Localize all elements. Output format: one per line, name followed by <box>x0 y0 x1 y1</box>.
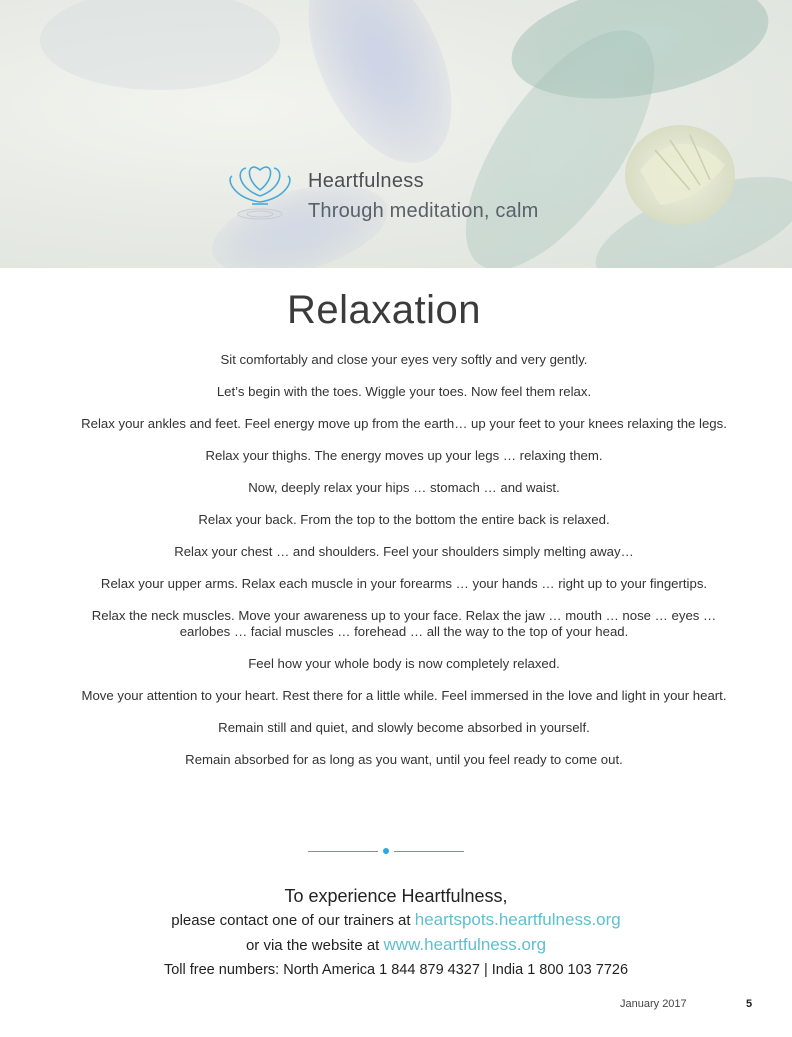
brand-block <box>222 152 602 232</box>
header-banner <box>0 0 792 268</box>
brand-tagline: Through meditation, calm <box>308 200 539 222</box>
instruction-paragraph: Relax your upper arms. Relax each muscle in your forearms … your hands … right up to your fingertips. <box>100 576 708 591</box>
instruction-paragraph: Sit comfortably and close your eyes very softly and very gently. <box>220 352 588 367</box>
footer-date: January 2017 <box>620 998 687 1010</box>
contact-block <box>0 884 792 982</box>
instruction-paragraph: Feel how your whole body is now completely relaxed. <box>248 656 560 671</box>
instruction-paragraph: Remain absorbed for as long as you want, until you feel ready to come out. <box>185 752 623 767</box>
instruction-paragraph: Relax your thighs. The energy moves up your legs … relaxing them. <box>205 448 603 463</box>
instruction-paragraph: Relax your ankles and feet. Feel energy move up from the earth… up your feet to your knees relaxing the legs. <box>81 416 727 431</box>
divider-line-left <box>308 851 378 852</box>
instruction-paragraph: Relax your back. From the top to the bottom the entire back is relaxed. <box>198 512 610 527</box>
contact-heading: To experience Heartfulness, <box>284 886 508 906</box>
section-divider <box>308 848 464 856</box>
toll-free-numbers: Toll free numbers: North America 1 844 879 4327 | India 1 800 103 7726 <box>163 962 629 978</box>
page-title: Relaxation <box>286 288 481 332</box>
instruction-paragraph: Now, deeply relax your hips … stomach … and waist. <box>248 480 560 495</box>
instruction-paragraph: Relax the neck muscles. Move your awareness up to your face. Relax the jaw … mouth … nose … eyes … earlobes … facial muscles … forehead … all the way to the top of your head. <box>91 608 717 639</box>
website-line <box>0 933 792 958</box>
divider-dot <box>383 848 389 854</box>
trainers-link[interactable]: heartspots.heartfulness.org <box>414 910 621 929</box>
instruction-paragraph: Remain still and quiet, and slowly become absorbed in yourself. <box>218 720 590 735</box>
website-link[interactable]: www.heartfulness.org <box>383 935 547 954</box>
page-number: 5 <box>746 998 753 1010</box>
instruction-paragraph: Move your attention to your heart. Rest there for a little while. Feel immersed in the love and light in your heart. <box>81 688 727 703</box>
trainers-text: please contact one of our trainers at <box>171 912 415 929</box>
instructions-list <box>80 352 728 784</box>
trainers-line <box>0 908 792 933</box>
instruction-paragraph: Relax your chest … and shoulders. Feel your shoulders simply melting away… <box>174 544 634 559</box>
brand-name: Heartfulness <box>308 170 424 192</box>
instruction-paragraph: Let’s begin with the toes. Wiggle your toes. Now feel them relax. <box>216 384 592 399</box>
website-text: or via the website at <box>245 937 384 954</box>
divider-line-right <box>394 851 464 852</box>
heart-lotus-logo-icon <box>222 152 298 228</box>
